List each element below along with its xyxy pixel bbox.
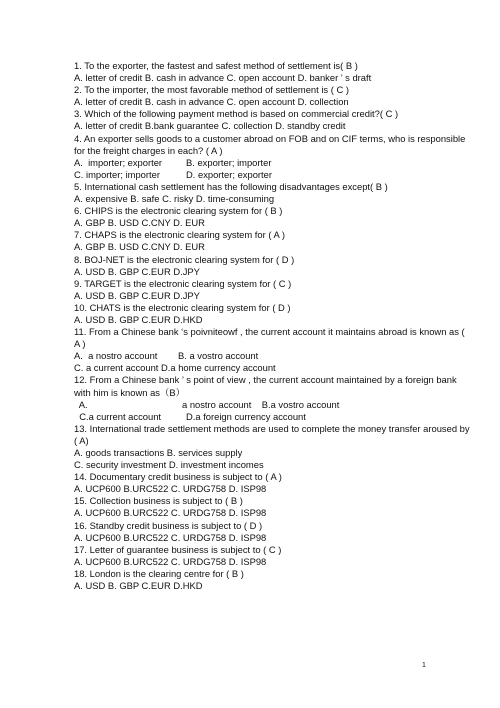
text-line: A. expensive B. safe C. risky D. time-consuming xyxy=(74,193,275,205)
text-line xyxy=(74,157,486,169)
text-line: 4. An exporter sells goods to a customer abroad on FOB and on CIF terms, who is responsible xyxy=(74,132,466,144)
column-text: C. importer; importer xyxy=(74,168,160,180)
text-line xyxy=(74,411,486,423)
text-line: A. goods transactions B. services supply xyxy=(74,447,243,458)
text-line: 15. Collection business is subject to ( B ) xyxy=(74,495,243,507)
text-line xyxy=(74,350,486,362)
text-line: 14. Documentary credit business is subject to ( A ) xyxy=(74,471,282,483)
text-line: A. USD B. GBP C.EUR D.HKD xyxy=(74,580,203,592)
text-line: A. letter of credit B.bank guarantee C. collection D. standby credit xyxy=(74,120,346,132)
column-text: B. a vostro account xyxy=(178,350,259,362)
text-line: 12. From a Chinese bank ’ s point of view , the current account maintained by a foreign bank xyxy=(74,374,457,386)
text-line: A. UCP600 B.URC522 C. URDG758 D. ISP98 xyxy=(74,531,267,543)
column-text: C.a current account xyxy=(74,410,162,422)
text-line: 17. Letter of guarantee business is subject to ( C ) xyxy=(74,543,282,555)
text-line: A. USD B. GBP C.EUR D.HKD xyxy=(74,313,203,325)
text-line xyxy=(74,399,486,411)
text-line: 9. TARGET is the electronic clearing system for ( C ) xyxy=(74,277,292,289)
column-text: B. exporter; importer xyxy=(186,156,272,168)
text-line xyxy=(74,169,486,181)
column-text: A. importer; exporter xyxy=(74,156,163,168)
text-line: A. GBP B. USD C.CNY D. EUR xyxy=(74,217,205,229)
text-line: 7. CHAPS is the electronic clearing system for ( A ) xyxy=(74,229,286,241)
text-line: C. security investment D. investment incomes xyxy=(74,459,264,471)
text-line: with him is known as（B） xyxy=(74,386,185,398)
text-line: C. a current account D.a home currency account xyxy=(74,362,276,374)
column-text: A. xyxy=(74,398,88,410)
text-line: ( A) xyxy=(74,434,89,446)
text-line: for the freight charges in each? ( A ) xyxy=(74,144,223,156)
text-line: 6. CHIPS is the electronic clearing system for ( B ) xyxy=(74,205,283,217)
text-line: A. UCP600 B.URC522 C. URDG758 D. ISP98 xyxy=(74,555,267,567)
text-line: A. letter of credit B. cash in advance C. open account D. collection xyxy=(74,96,349,108)
text-line: A. UCP600 B.URC522 C. URDG758 D. ISP98 xyxy=(74,507,267,519)
page-number: 1 xyxy=(422,662,426,669)
text-line: A ) xyxy=(74,338,86,350)
text-line: A. letter of credit B. cash in advance C. open account D. banker ’ s draft xyxy=(74,72,372,84)
text-line: A. USD B. GBP C.EUR D.JPY xyxy=(74,289,200,301)
text-line: A. GBP B. USD C.CNY D. EUR xyxy=(74,241,205,253)
text-line: A. UCP600 B.URC522 C. URDG758 D. ISP98 xyxy=(74,483,267,495)
text-line: 13. International trade settlement methods are used to complete the money transfer aroused by xyxy=(74,422,470,434)
text-line: A. USD B. GBP C.EUR D.JPY xyxy=(74,265,200,277)
text-line: 11. From a Chinese bank ‘s poivniteowf , the current account it maintains abroad is known as ( xyxy=(74,326,465,338)
question-list xyxy=(74,60,486,592)
column-text: D. exporter; exporter xyxy=(186,168,272,180)
text-line: 3. Which of the following payment method is based on commercial credit?( C ) xyxy=(74,108,399,120)
text-line: 8. BOJ-NET is the electronic clearing system for ( D ) xyxy=(74,253,295,265)
column-text: A. a nostro account xyxy=(74,350,158,362)
text-line: 1. To the exporter, the fastest and safest method of settlement is( B ) xyxy=(74,60,358,71)
column-text: D.a foreign currency account xyxy=(186,410,306,422)
text-line: 18. London is the clearing centre for ( B ) xyxy=(74,567,244,579)
text-line: 2. To the importer, the most favorable method of settlement is ( C ) xyxy=(74,84,349,96)
text-line: 5. International cash settlement has the following disadvantages except( B ) xyxy=(74,180,388,192)
text-line: 10. CHATS is the electronic clearing system for ( D ) xyxy=(74,301,291,313)
text-line: 16. Standby credit business is subject to ( D ) xyxy=(74,519,263,531)
column-text: a nostro account B.a vostro account xyxy=(182,398,340,410)
